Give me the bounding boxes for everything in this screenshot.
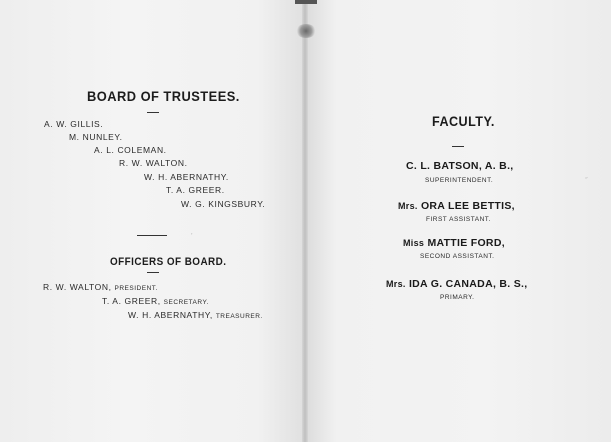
officer-2 <box>102 296 209 306</box>
faculty-2-title: FIRST ASSISTANT. <box>426 216 491 223</box>
book-gutter <box>302 0 308 442</box>
officer-3-name: W. H. ABERNATHY, <box>128 310 213 320</box>
faculty-1-name <box>406 160 514 172</box>
pencil-mark: ˝ <box>585 178 588 185</box>
faculty-4-prefix: Mrs. <box>386 279 406 289</box>
trustee-2: M. NUNLEY. <box>69 132 123 142</box>
officer-2-name: T. A. GREER, <box>102 296 161 306</box>
officers-rule <box>147 272 159 273</box>
trustee-6: T. A. GREER. <box>166 185 225 195</box>
faculty-4-name <box>386 278 527 290</box>
officer-3 <box>128 310 263 320</box>
faculty-4-fullname: IDA G. CANADA, B. S., <box>408 278 528 290</box>
faculty-1-fullname: C. L. BATSON, A. B., <box>406 160 514 172</box>
officer-1-name: R. W. WALTON, <box>43 282 112 292</box>
binding-stain <box>296 24 316 38</box>
faculty-2-prefix: Mrs. <box>398 201 418 211</box>
left-page <box>0 0 304 442</box>
officer-1 <box>43 282 158 292</box>
section-divider <box>137 235 167 236</box>
faculty-2-fullname: ORA LEE BETTIS, <box>420 200 515 212</box>
trustee-4: R. W. WALTON. <box>119 158 188 168</box>
faculty-1-title: SUPERINTENDENT. <box>425 177 494 184</box>
trustees-rule <box>147 112 159 113</box>
officer-2-role: SECRETARY. <box>163 299 209 306</box>
faculty-3-prefix: Miss <box>403 238 425 248</box>
faculty-3-title: SECOND ASSISTANT. <box>420 253 495 260</box>
faculty-2-name <box>398 200 515 212</box>
faculty-3-fullname: MATTIE FORD, <box>427 237 505 249</box>
faculty-rule <box>452 146 464 147</box>
faculty-4-title: PRIMARY. <box>440 294 475 301</box>
faculty-3-name <box>403 237 505 249</box>
binding-edge <box>295 0 317 4</box>
trustee-7: W. G. KINGSBURY. <box>181 199 266 209</box>
trustees-heading: BOARD OF TRUSTEES. <box>87 88 240 104</box>
officer-3-role: TREASURER. <box>215 313 263 320</box>
trustee-3: A. L. COLEMAN. <box>94 145 167 155</box>
officer-1-role: PRESIDENT. <box>114 285 158 292</box>
ink-speck: ’ <box>191 233 193 240</box>
faculty-heading: FACULTY. <box>432 113 495 129</box>
trustee-1: A. W. GILLIS. <box>44 119 104 129</box>
trustee-5: W. H. ABERNATHY. <box>144 172 229 182</box>
officers-heading: OFFICERS OF BOARD. <box>110 256 227 268</box>
